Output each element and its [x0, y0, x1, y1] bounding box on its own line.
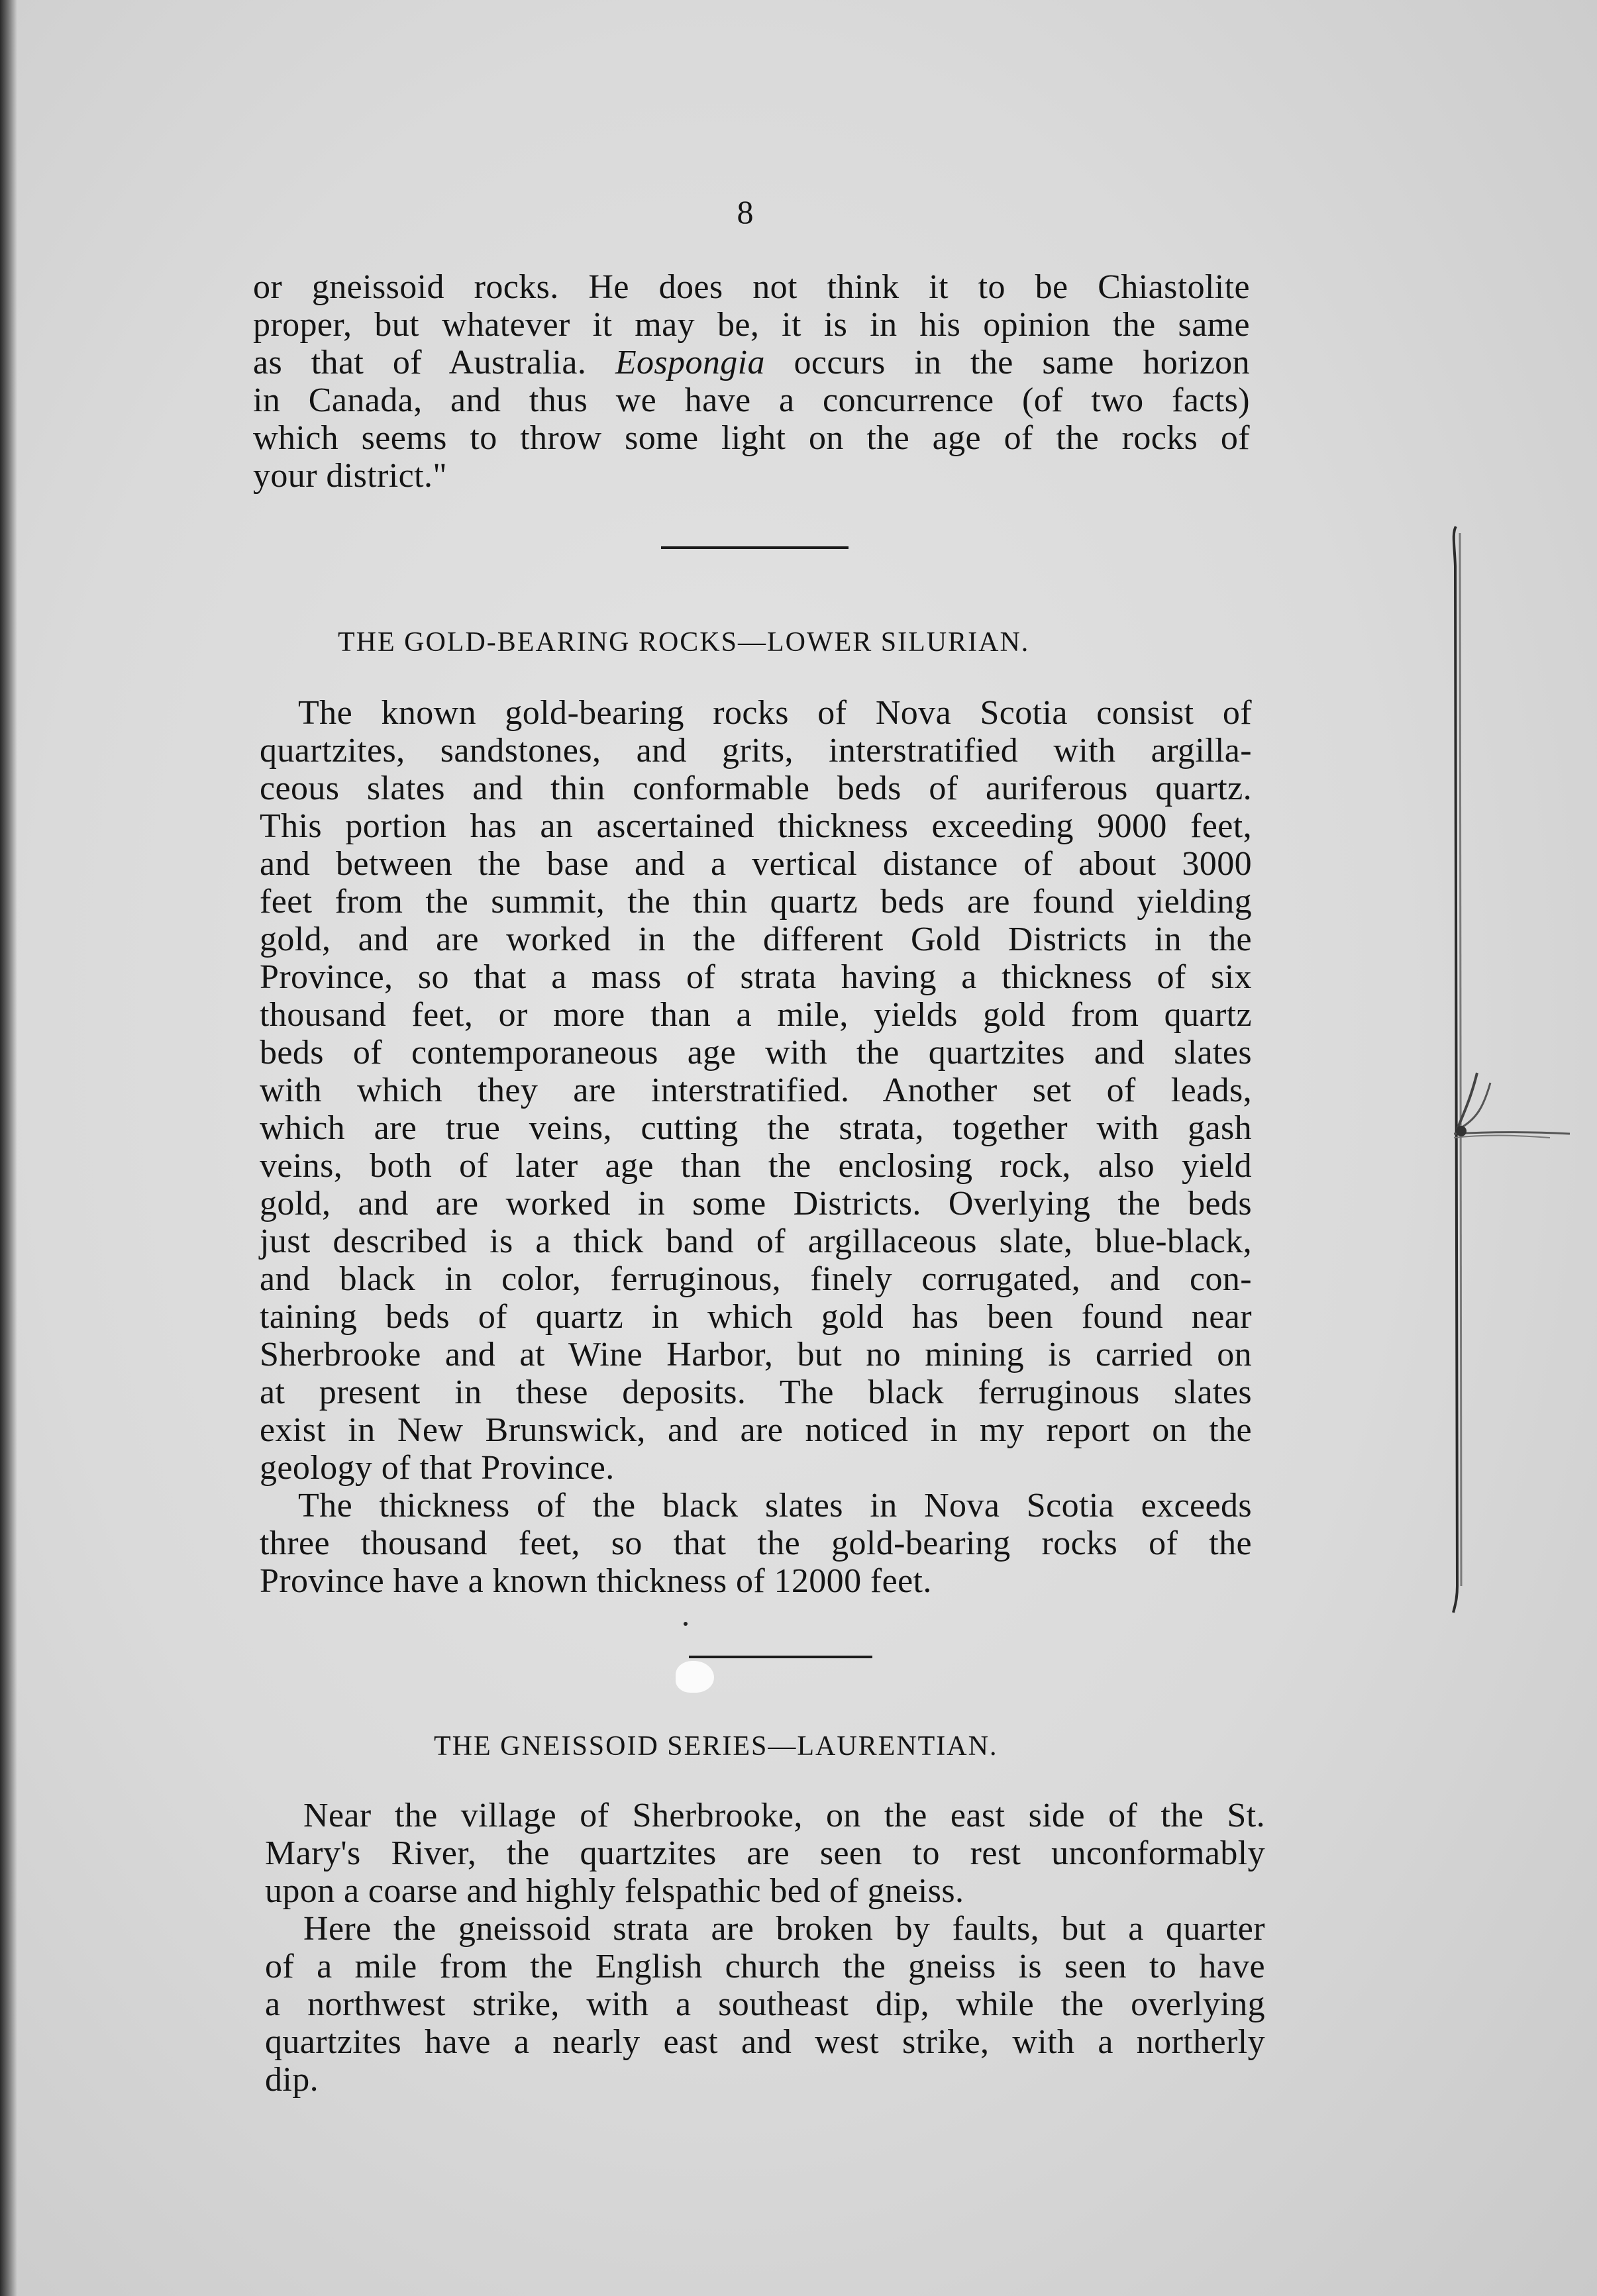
- text-line: thousand feet, or more than a mile, yields gold from quartz: [260, 996, 1252, 1034]
- text-line: Near the village of Sherbrooke, on the east side of the St.: [303, 1797, 1265, 1834]
- text-line: Here the gneissoid strata are broken by faults, but a quarter: [303, 1910, 1265, 1948]
- text-line: gold, and are worked in some Districts. Overlying the beds: [260, 1185, 1252, 1223]
- text-line: Mary's River, the quartzites are seen to rest unconformably: [265, 1834, 1265, 1872]
- section-heading-gneissoid-series: THE GNEISSOID SERIES—LAURENTIAN.: [434, 1731, 998, 1762]
- paper-blemish: [676, 1661, 714, 1693]
- text-line: your district.": [253, 457, 447, 495]
- gneissoid-series-text: [265, 1797, 1265, 2099]
- text-line: quartzites, sandstones, and grits, interstratified with argilla-: [260, 732, 1252, 770]
- paragraph: [265, 1910, 1265, 2099]
- text-line: and between the base and a vertical distance of about 3000: [260, 845, 1252, 883]
- quote-paragraph: [253, 268, 1250, 495]
- text-line: beds of contemporaneous age with the quartzites and slates: [260, 1034, 1252, 1072]
- page-edge-shadow: [0, 0, 17, 2296]
- text-line: at present in these deposits. The black ferruginous slates: [260, 1373, 1252, 1411]
- text-line: This portion has an ascertained thickness exceeding 9000 feet,: [260, 807, 1252, 845]
- text-line: quartzites have a nearly east and west strike, with a northerly: [265, 2023, 1265, 2061]
- text-line: ceous slates and thin conformable beds of auriferous quartz.: [260, 770, 1252, 807]
- text-line: or gneissoid rocks. He does not think it to be Chiastolite: [253, 268, 1250, 306]
- text-line: as that of Australia. Eospongia occurs in the same horizon: [253, 344, 1250, 381]
- text-line: gold, and are worked in the different Gold Districts in the: [260, 921, 1252, 958]
- quote-continuation: [253, 268, 1250, 495]
- binding-knot-icon: [1451, 1060, 1576, 1132]
- paragraph: [260, 1487, 1252, 1600]
- text-line: The thickness of the black slates in Nova Scotia exceeds: [298, 1487, 1252, 1524]
- text-line: which are true veins, cutting the strata, together with gash: [260, 1109, 1252, 1147]
- text-line: Sherbrooke and at Wine Harbor, but no mining is carried on: [260, 1336, 1252, 1373]
- text-line: a northwest strike, with a southeast dip, while the overlying: [265, 1985, 1265, 2023]
- text-line: and black in color, ferruginous, finely corrugated, and con-: [260, 1260, 1252, 1298]
- text-line: of a mile from the English church the gneiss is seen to have: [265, 1948, 1265, 1985]
- gold-bearing-rocks-text: [260, 694, 1252, 1600]
- text-line: Province have a known thickness of 12000 feet.: [260, 1562, 932, 1600]
- text-line: which seems to throw some light on the age of the rocks of: [253, 419, 1250, 457]
- text-line: geology of that Province.: [260, 1449, 615, 1487]
- italic-genus-name: Eospongia: [615, 344, 765, 381]
- text-line: veins, both of later age than the enclosing rock, also yield: [260, 1147, 1252, 1185]
- text-line: The known gold-bearing rocks of Nova Scotia consist of: [298, 694, 1252, 732]
- text-line: three thousand feet, so that the gold-bearing rocks of the: [260, 1524, 1252, 1562]
- paragraph: [260, 694, 1252, 1487]
- text-line: feet from the summit, the thin quartz beds are found yielding: [260, 883, 1252, 921]
- paragraph: [265, 1797, 1265, 1910]
- text-line: in Canada, and thus we have a concurrence (of two facts): [253, 381, 1250, 419]
- text-line: with which they are interstratified. Another set of leads,: [260, 1072, 1252, 1109]
- text-line: upon a coarse and highly felspathic bed of gneiss.: [265, 1872, 964, 1910]
- ink-dot: [684, 1622, 688, 1626]
- section-heading-gold-bearing-rocks: THE GOLD-BEARING ROCKS—LOWER SILURIAN.: [338, 627, 1030, 658]
- text-line: just described is a thick band of argillaceous slate, blue-black,: [260, 1223, 1252, 1260]
- text-line: Province, so that a mass of strata having a thickness of six: [260, 958, 1252, 996]
- section-divider-rule: [689, 1656, 872, 1658]
- text-line: dip.: [265, 2061, 319, 2099]
- text-line: exist in New Brunswick, and are noticed in my report on the: [260, 1411, 1252, 1449]
- text-line: taining beds of quartz in which gold has been found near: [260, 1298, 1252, 1336]
- page-number: 8: [737, 193, 754, 230]
- text-line: proper, but whatever it may be, it is in his opinion the same: [253, 306, 1250, 344]
- section-divider-rule: [661, 546, 849, 549]
